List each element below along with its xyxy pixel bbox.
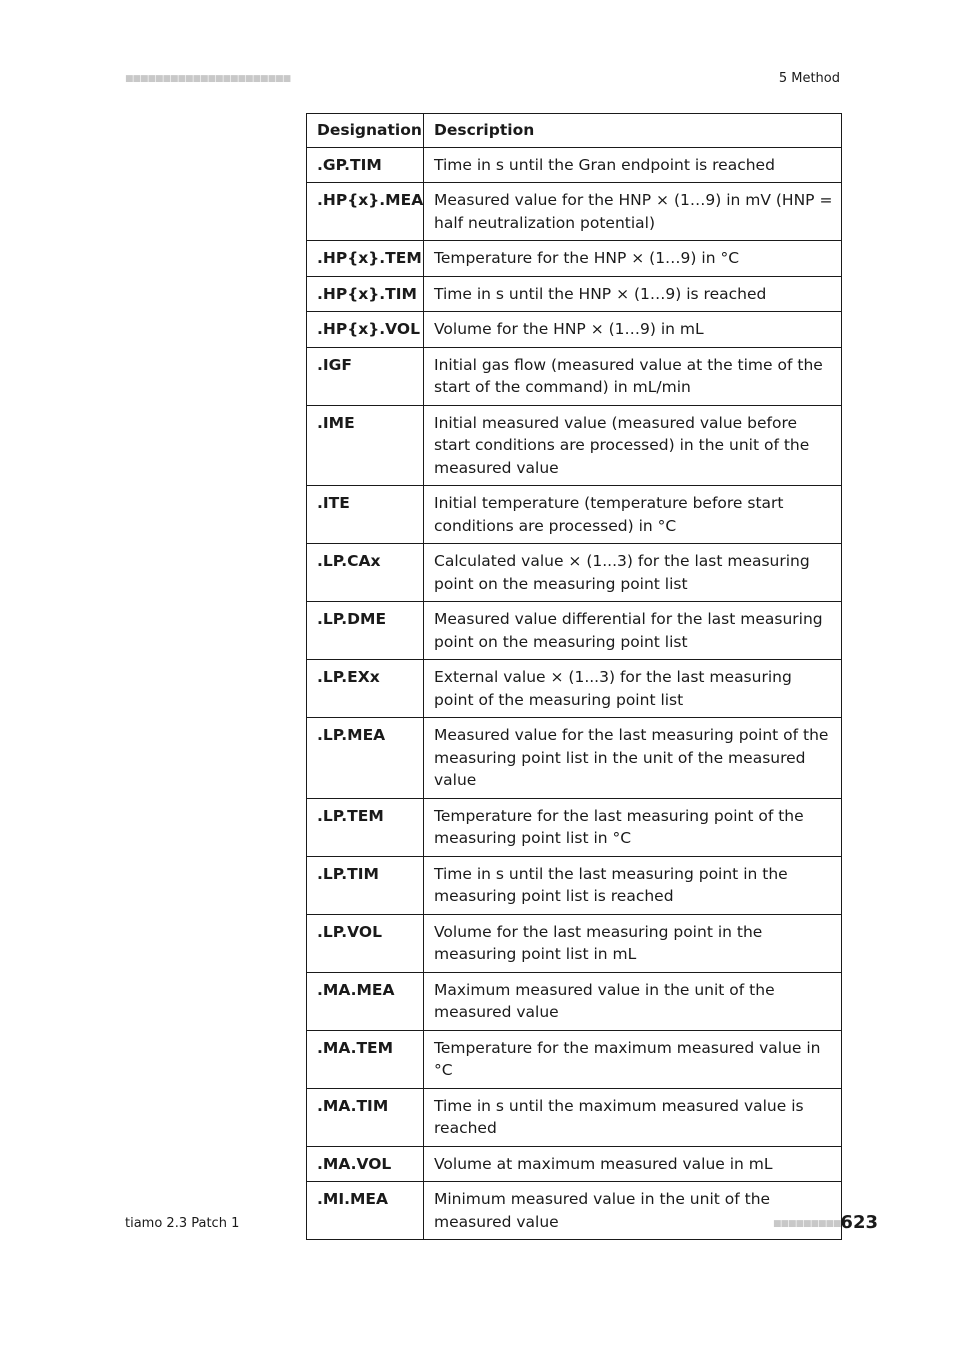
table-row [307, 856, 842, 914]
designation-cell: .LP.TEM [307, 798, 424, 856]
designation-cell: .HP{x}.MEA [307, 183, 424, 241]
designation-cell: .GP.TIM [307, 147, 424, 183]
designation-cell: .LP.MEA [307, 718, 424, 799]
table-row [307, 312, 842, 348]
table-row [307, 718, 842, 799]
table-header-row [307, 114, 842, 148]
description-cell: Time in s until the Gran endpoint is reached [424, 147, 842, 183]
designation-cell: .LP.EXx [307, 660, 424, 718]
designation-table [306, 113, 842, 1240]
table-row [307, 183, 842, 241]
designation-cell: .HP{x}.TEM [307, 241, 424, 277]
description-cell: Time in s until the last measuring point in the measuring point list is reached [424, 856, 842, 914]
designation-cell: .LP.TIM [307, 856, 424, 914]
table-row [307, 486, 842, 544]
description-cell: Measured value differential for the last measuring point on the measuring point list [424, 602, 842, 660]
designation-cell: .IME [307, 405, 424, 486]
designation-cell: .LP.DME [307, 602, 424, 660]
designation-cell: .MI.MEA [307, 1182, 424, 1240]
table-row [307, 602, 842, 660]
description-cell: Initial measured value (measured value before start conditions are processed) in the unit of the measured value [424, 405, 842, 486]
table-row [307, 347, 842, 405]
designation-cell: .IGF [307, 347, 424, 405]
header-decoration: ■■■■■■■■■■■■■■■■■■■■■■ [125, 74, 291, 84]
table-row [307, 147, 842, 183]
table-row [307, 1146, 842, 1182]
designation-cell: .LP.CAx [307, 544, 424, 602]
column-header-designation: Designation [307, 114, 424, 148]
table-row [307, 544, 842, 602]
description-cell: Volume for the last measuring point in the measuring point list in mL [424, 914, 842, 972]
section-title: 5 Method [778, 71, 840, 86]
description-cell: Time in s until the maximum measured value is reached [424, 1088, 842, 1146]
description-cell: Time in s until the HNP × (1…9) is reached [424, 276, 842, 312]
table-row [307, 1088, 842, 1146]
table-row [307, 660, 842, 718]
table-row [307, 405, 842, 486]
description-cell: Minimum measured value in the unit of the measured value [424, 1182, 842, 1240]
table-row [307, 798, 842, 856]
table-row [307, 914, 842, 972]
designation-cell: .HP{x}.TIM [307, 276, 424, 312]
designation-cell: .MA.VOL [307, 1146, 424, 1182]
designation-cell: .LP.VOL [307, 914, 424, 972]
page-number: 623 [840, 1212, 878, 1233]
designation-cell: .MA.TIM [307, 1088, 424, 1146]
description-cell: Temperature for the maximum measured value in °C [424, 1030, 842, 1088]
footer-product: tiamo 2.3 Patch 1 [125, 1216, 240, 1231]
description-cell: Maximum measured value in the unit of the measured value [424, 972, 842, 1030]
table-row [307, 241, 842, 277]
table-row [307, 1030, 842, 1088]
designation-cell: .MA.MEA [307, 972, 424, 1030]
designation-cell: .HP{x}.VOL [307, 312, 424, 348]
description-cell: Initial gas flow (measured value at the time of the start of the command) in mL/min [424, 347, 842, 405]
column-header-description: Description [424, 114, 842, 148]
description-cell: Measured value for the HNP × (1…9) in mV (HNP = half neutralization potential) [424, 183, 842, 241]
description-cell: Temperature for the HNP × (1…9) in °C [424, 241, 842, 277]
description-cell: Temperature for the last measuring point of the measuring point list in °C [424, 798, 842, 856]
table-row [307, 972, 842, 1030]
description-cell: Volume at maximum measured value in mL [424, 1146, 842, 1182]
description-cell: External value × (1...3) for the last measuring point of the measuring point list [424, 660, 842, 718]
table-row [307, 1182, 842, 1240]
designation-cell: .MA.TEM [307, 1030, 424, 1088]
footer-decoration: ■■■■■■■■■ [773, 1219, 841, 1229]
description-cell: Volume for the HNP × (1…9) in mL [424, 312, 842, 348]
designation-cell: .ITE [307, 486, 424, 544]
description-cell: Calculated value × (1...3) for the last measuring point on the measuring point list [424, 544, 842, 602]
description-cell: Measured value for the last measuring point of the measuring point list in the unit of the measured value [424, 718, 842, 799]
table-row [307, 276, 842, 312]
description-cell: Initial temperature (temperature before start conditions are processed) in °C [424, 486, 842, 544]
